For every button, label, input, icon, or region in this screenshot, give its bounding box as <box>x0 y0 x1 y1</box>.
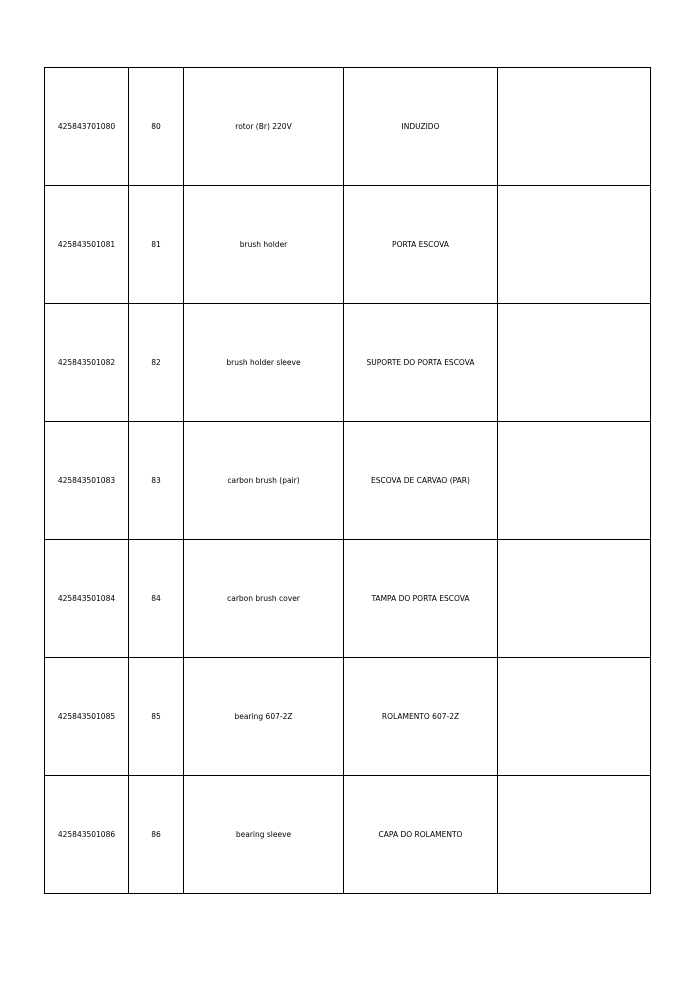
table-row <box>45 540 651 658</box>
part-number-cell: 425843501082 <box>45 304 129 422</box>
ref-number-cell: 86 <box>129 776 184 894</box>
ref-number-cell: 85 <box>129 658 184 776</box>
description-pt-cell: TAMPA DO PORTA ESCOVA <box>344 540 498 658</box>
notes-cell <box>498 68 651 186</box>
description-en-cell: carbon brush (pair) <box>184 422 344 540</box>
table-row <box>45 304 651 422</box>
part-number-cell: 425843501085 <box>45 658 129 776</box>
description-pt-cell: CAPA DO ROLAMENTO <box>344 776 498 894</box>
description-en-cell: rotor (Br) 220V <box>184 68 344 186</box>
parts-table <box>44 67 651 894</box>
table-row <box>45 186 651 304</box>
notes-cell <box>498 776 651 894</box>
ref-number-cell: 84 <box>129 540 184 658</box>
ref-number-cell: 82 <box>129 304 184 422</box>
part-number-cell: 425843501086 <box>45 776 129 894</box>
description-en-cell: brush holder <box>184 186 344 304</box>
description-pt-cell: INDUZIDO <box>344 68 498 186</box>
description-pt-cell: ESCOVA DE CARVAO (PAR) <box>344 422 498 540</box>
description-en-cell: bearing sleeve <box>184 776 344 894</box>
description-pt-cell: ROLAMENTO 607-2Z <box>344 658 498 776</box>
part-number-cell: 425843501083 <box>45 422 129 540</box>
ref-number-cell: 80 <box>129 68 184 186</box>
ref-number-cell: 81 <box>129 186 184 304</box>
part-number-cell: 425843701080 <box>45 68 129 186</box>
description-pt-cell: SUPORTE DO PORTA ESCOVA <box>344 304 498 422</box>
table-row <box>45 658 651 776</box>
table-row <box>45 776 651 894</box>
table-row <box>45 422 651 540</box>
description-en-cell: carbon brush cover <box>184 540 344 658</box>
part-number-cell: 425843501084 <box>45 540 129 658</box>
description-pt-cell: PORTA ESCOVA <box>344 186 498 304</box>
description-en-cell: bearing 607-2Z <box>184 658 344 776</box>
notes-cell <box>498 658 651 776</box>
notes-cell <box>498 186 651 304</box>
part-number-cell: 425843501081 <box>45 186 129 304</box>
notes-cell <box>498 422 651 540</box>
notes-cell <box>498 540 651 658</box>
notes-cell <box>498 304 651 422</box>
ref-number-cell: 83 <box>129 422 184 540</box>
table-row <box>45 68 651 186</box>
description-en-cell: brush holder sleeve <box>184 304 344 422</box>
